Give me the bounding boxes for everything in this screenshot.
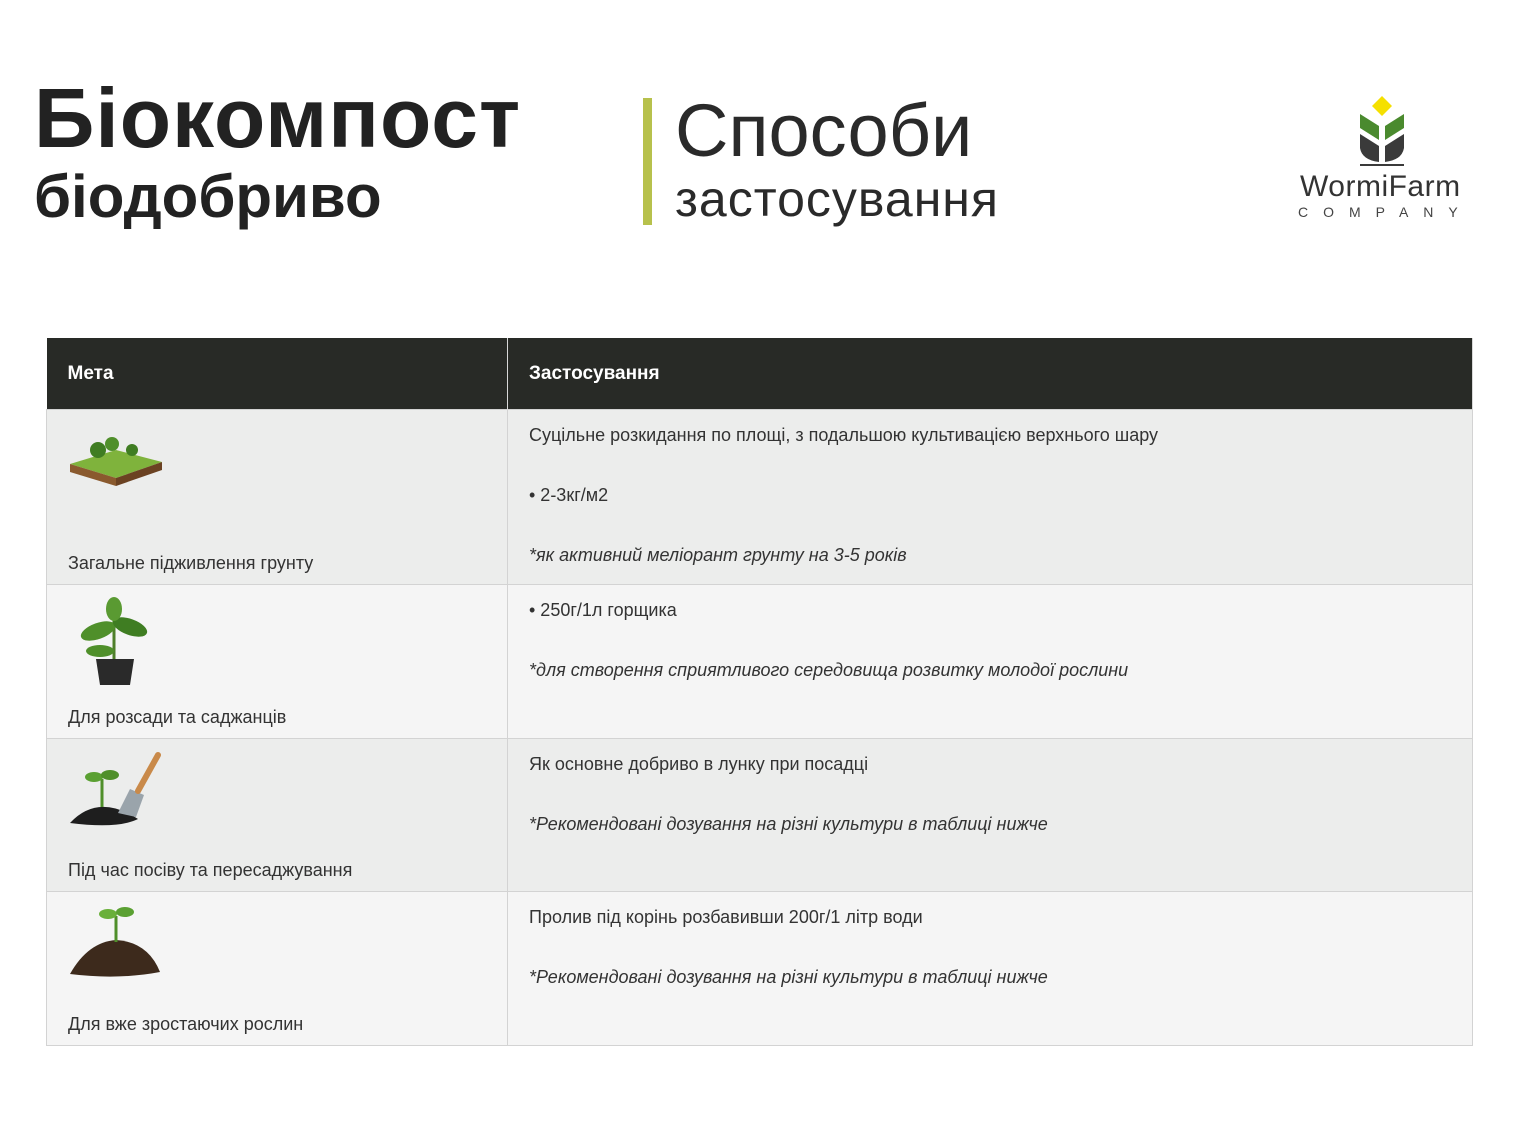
sprout-soil-icon xyxy=(68,902,164,978)
usage-text: Як основне добриво в лунку при посадці xyxy=(529,754,869,774)
usage-note: *Рекомендовані дозування на різні культури в таблиці нижче xyxy=(529,814,1048,834)
usage-text: Суцільне розкидання по площі, з подальшою культивацією верхнього шару xyxy=(529,425,1159,445)
table-row xyxy=(47,585,1473,739)
goal-label: Для вже зростаючих рослин xyxy=(68,1014,304,1034)
page-title: Біокомпост xyxy=(34,71,522,165)
table-header-row xyxy=(47,338,1473,410)
usage-dose: • 250г/1л горщика xyxy=(529,600,677,620)
goal-label: Для розсади та саджанців xyxy=(68,707,287,727)
usage-note: *Рекомендовані дозування на різні культури в таблиці нижче xyxy=(529,967,1048,987)
usage-note: *для створення сприятливого середовища розвитку молодої рослини xyxy=(529,660,1129,680)
accent-divider xyxy=(643,98,652,225)
goal-label: Загальне підживлення грунту xyxy=(68,553,314,573)
logo-name: WormiFarm xyxy=(1300,170,1461,203)
leaf-logo-icon xyxy=(1290,92,1480,172)
section-subtitle: застосування xyxy=(675,171,999,227)
company-logo xyxy=(1290,92,1480,227)
usage-text: Пролив під корінь розбавивши 200г/1 літр води xyxy=(529,907,923,927)
soil-land-icon xyxy=(68,420,164,490)
logo-subtitle: COMPANY xyxy=(1298,204,1473,220)
section-title: Способи xyxy=(675,89,973,172)
goal-label: Під час посіву та пересаджування xyxy=(68,860,353,880)
usage-dose: • 2-3кг/м2 xyxy=(529,485,609,505)
usage-table xyxy=(46,338,1473,1046)
table-row xyxy=(47,410,1473,585)
table-row xyxy=(47,892,1473,1046)
page-subtitle: біодобриво xyxy=(34,163,382,230)
trowel-sprout-icon xyxy=(68,749,164,829)
column-header-goal: Мета xyxy=(47,338,508,410)
column-header-usage: Застосування xyxy=(508,338,1473,410)
seedling-pot-icon xyxy=(68,595,158,687)
table-row xyxy=(47,739,1473,892)
usage-note: *як активний меліорант грунту на 3-5 років xyxy=(529,545,907,565)
